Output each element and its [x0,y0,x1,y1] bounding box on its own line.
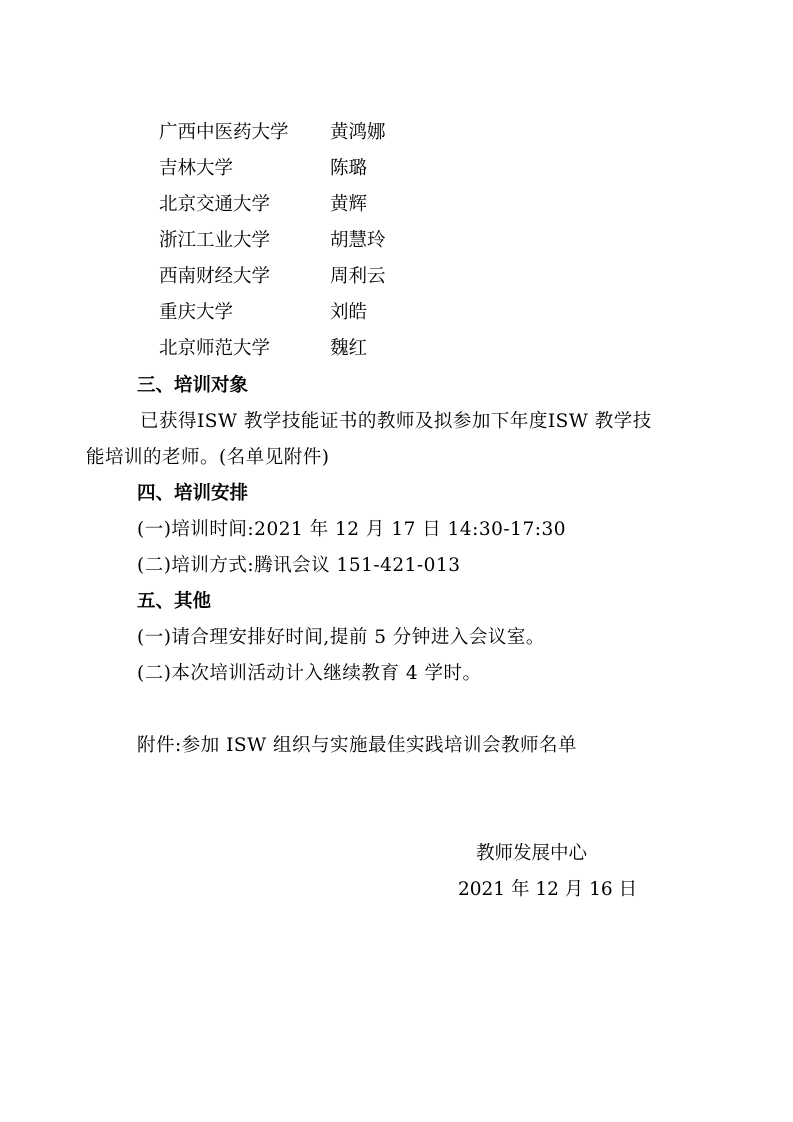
paragraph-line: 能培训的老师。(名单见附件) [86,447,330,468]
institution-name: 北京交通大学 [159,194,271,215]
signature-date: 2021 年 12 月 16 日 [458,879,638,900]
participant-row [0,232,793,256]
participant-row [0,124,793,148]
signature-organization: 教师发展中心 [476,843,588,864]
schedule-method: (二)培训方式:腾讯会议 151-421-013 [137,555,461,576]
schedule-time: (一)培训时间:2021 年 12 月 17 日 14:30-17:30 [137,519,566,540]
participant-row [0,268,793,292]
participant-name: 胡慧玲 [330,230,386,251]
section-heading-target-audience: 三、培训对象 [137,375,249,396]
institution-name: 西南财经大学 [159,266,271,287]
participant-name: 周利云 [330,266,386,287]
participant-name: 黄辉 [330,194,368,215]
section-heading-other: 五、其他 [137,591,212,612]
institution-name: 广西中医药大学 [159,122,289,143]
institution-name: 重庆大学 [159,302,234,323]
section-heading-schedule: 四、培训安排 [137,483,249,504]
participant-name: 刘皓 [330,302,368,323]
participant-name: 魏红 [330,338,368,359]
institution-name: 吉林大学 [159,158,234,179]
paragraph-line: 已获得ISW 教学技能证书的教师及拟参加下年度ISW 教学技 [140,411,652,432]
other-item: (二)本次培训活动计入继续教育 4 学时。 [137,663,482,684]
participant-row [0,304,793,328]
other-item: (一)请合理安排好时间,提前 5 分钟进入会议室。 [137,627,545,648]
attachment-note: 附件:参加 ISW 组织与实施最佳实践培训会教师名单 [137,735,577,756]
participant-row [0,340,793,364]
institution-name: 浙江工业大学 [159,230,271,251]
participant-name: 陈璐 [330,158,368,179]
institution-name: 北京师范大学 [159,338,271,359]
participant-row [0,160,793,184]
participant-name: 黄鸿娜 [330,122,386,143]
participant-row [0,196,793,220]
